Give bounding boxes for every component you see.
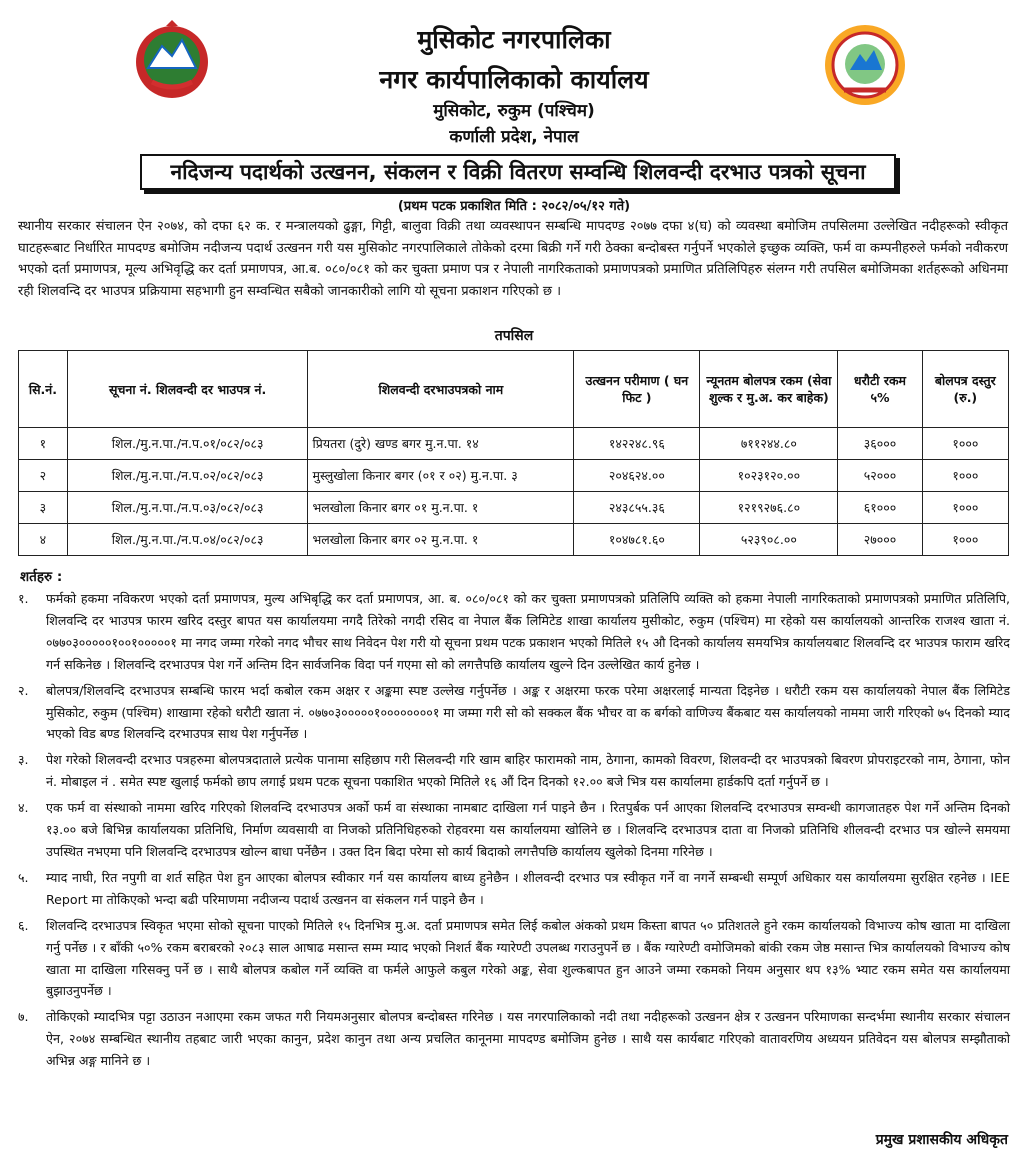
- condition-text: पेश गरेको शिलवन्दी दरभाउ पत्रहरुमा बोलपत्रदाताले प्रत्येक पानामा सहिछाप गरी सिलवन्दी गरि खाम बाहिर फारामको नाम, ठेगाना, कामको विवरण, शिलवन्दी दर भाउपत्रको बिवरण प्रोपराइटरको नाम, ठेगाना, फोन नं. मोबाइल नं . समेत स्पष्ट खुलाई फर्मको छाप लगाई प्रथम पटक सूचना पकाशित भएको मितिले १६ औं दिन दिनको १२.०० बजे भित्र यस कार्यालमा हार्डकपि दर्ता गर्नुपर्ने छ ।: [46, 752, 1010, 790]
- cell-sn: ४: [19, 524, 68, 556]
- table-row: [19, 428, 1009, 460]
- cell-notice-no: शिल./मु.न.पा./न.प.०१/०८२/०८३: [67, 428, 308, 460]
- col-min-amount: न्यूनतम बोलपत्र रकम (सेवा शुल्क र मु.अ. कर बाहेक): [700, 351, 838, 428]
- col-sn: सि.नं.: [19, 351, 68, 428]
- cell-min-amount: ५२३९०८.००: [700, 524, 838, 556]
- condition-item: [18, 797, 1010, 863]
- cell-quantity: २०४६२४.००: [574, 460, 700, 492]
- cell-name: भलखोला किनार बगर ०२ मु.न.पा. १: [308, 524, 574, 556]
- condition-number: ७.: [18, 1009, 29, 1025]
- cell-sn: २: [19, 460, 68, 492]
- cell-sn: ३: [19, 492, 68, 524]
- table-row: [19, 460, 1009, 492]
- office-address: मुसिकोट, रुकुम (पश्चिम): [433, 101, 595, 121]
- col-notice-no: सूचना नं. शिलवन्दी दर भाउपत्र नं.: [67, 351, 308, 428]
- cell-name: मुस्लुखोला किनार बगर (०१ र ०२) मु.न.पा. ३: [308, 460, 574, 492]
- notice-title: नदिजन्य पदार्थको उत्खनन, संकलन र विक्री वितरण सम्वन्धि शिलवन्दी दरभाउ पत्रको सूचना: [140, 154, 896, 190]
- cell-fee: १०००: [922, 428, 1008, 460]
- schedule-heading: तपसिल: [494, 328, 534, 344]
- condition-number: ४.: [18, 800, 29, 816]
- cell-notice-no: शिल./मु.न.पा./न.प.०३/०८२/०८३: [67, 492, 308, 524]
- cell-deposit: ५२०००: [838, 460, 922, 492]
- conditions-heading: शर्तहरु :: [20, 569, 63, 585]
- cell-notice-no: शिल./मु.न.पा./न.प.०४/०८२/०८३: [67, 524, 308, 556]
- col-quantity: उत्खनन परीमाण ( घन फिट ): [574, 351, 700, 428]
- cell-deposit: २७०००: [838, 524, 922, 556]
- condition-number: २.: [18, 682, 29, 698]
- cell-fee: १०००: [922, 492, 1008, 524]
- cell-deposit: ३६०००: [838, 428, 922, 460]
- condition-item: [18, 915, 1010, 1003]
- table-header-row: [19, 351, 1009, 428]
- condition-text: फर्मको हकमा नविकरण भएको दर्ता प्रमाणपत्र, मुल्य अभिबृद्धि कर दर्ता प्रमाणपत्र, आ. ब. ०८०/०८१ को कर चुक्ता प्रमाणपत्रको प्रतिलिपि व्यक्ति को हकमा नेपाली नागरिकताको प्रमाणपत्रको प्रमाणित प्रतिलिपि, शिलवन्दि दर भाउपत्र फारम खरिद दस्तुर बापत यस कार्यालयमा नगदै तिरेको नगदी रसिद वा नेपाल बैंक लिमिटेड शाखा कार्यालय मुसीकोट, रुकुम (पश्चिम) मा रहेको यस कार्यालयको आन्तरिक राजश्व खाता नं. ०७७०३०००००१००१०००००१ मा नगद जम्मा गरेको नगद भौचर साथ निवेदन पेश गरी यो सूचना प्रथम पटक प्रकाशन भएको मितिले १५ औ दिनको कार्यालय समयभित्र कार्यालयबाट शिलवन्दि दर भाउपत्र फाराम खरिद गर्न सकिनेछ । शिलवन्दि दरभाउपत्र पेश गर्ने अन्तिम दिन सार्वजनिक विदा पर्न गएमा सो को लगत्तैपछि कार्यालय खुल्ने दिन उल्लेखित कार्य हुनेछ ।: [46, 591, 1010, 672]
- intro-paragraph: स्थानीय सरकार संचालन ऐन २०७४, को दफा ६२ क. र मन्त्रालयको ढुङ्गा, गिट्टी, बालुवा विक्री तथा व्यवस्थापन सम्बन्धि मापदण्ड २०७७ दफा ४(घ) को व्यवस्था बमोजिम तपसिलमा उल्लेखित नदीहरूको स्वीकृत घाटहरूबाट निर्धारित मापदण्ड बमोजिम नदीजन्य पदार्थ उत्खनन गरी यस मुसिकोट नगरपालिकाले तोकेको दरमा बिक्री गर्ने गरी ठेक्का बन्दोबस्त गर्नुपर्ने भएकोले इच्छुक व्यक्ति, फर्म वा कम्पनीहरुले फर्मको नवीकरण भएको दर्ता प्रमाणपत्र, मूल्य अभिवृद्धि कर दर्ता प्रमाणपत्र, आ.ब. ०८०/०८१ को कर चुक्ता प्रमाण पत्र र नेपाली नागरिकताको प्रमाणपत्रको प्रमाणित प्रतिलिपिहरु संलग्न गरी तपसिल बमोजिमका शर्तहरूको अधिनमा रही शिलवन्दि दर भाउपत्र प्रक्रियामा सहभागी हुन सम्वन्धित सबैको जानकारीको लागि यो सूचना प्रकाशन गरिएको छ ।: [18, 219, 1008, 299]
- condition-text: म्याद नाघी, रित नपुगी वा शर्त सहित पेश हुन आएका बोलपत्र स्वीकार गर्न यस कार्यालय बाध्य हुनेछैन । शीलवन्दी दरभाउ पत्र स्वीकृत गर्ने वा नगर्ने सम्बन्धी सम्पूर्ण अधिकार यस कार्यालयमा सुरक्षित रहनेछ । IEE Report मा तोकिएको भन्दा बढी परिमाणमा नदीजन्य पदार्थ उत्खनन वा संकलन गर्न पाइने छैन ।: [46, 869, 1010, 907]
- table-row: [19, 524, 1009, 556]
- condition-number: ६.: [18, 917, 29, 933]
- col-fee: बोलपत्र दस्तुर (रु.): [922, 351, 1008, 428]
- cell-fee: १०००: [922, 524, 1008, 556]
- condition-text: शिलवन्दि दरभाउपत्र स्विकृत भएमा सोको सूचना पाएको मितिले १५ दिनभित्र मु.अ. दर्ता प्रमाणपत्र समेत लिई कबोल अंकको प्रथम किस्ता बापत ५० प्रतिशतले हुने रकम कार्यालयको विभाज्य कोष खाता मा दाखिला गर्नु पर्नेछ । र बाँकी ५०% रकम बराबरको २०८३ साल आषाढ मसान्त सम्म म्याद भएको निशर्त बैंक ग्यारेण्टी उपलब्ध गराउनुपर्ने छ । बैंक ग्यारेण्टी वमोजिमको बांकी रकम जेष्ठ मसान्त भित्र कार्यालयको विभाज्य कोष खाता मा दाखिला गरिसक्नु पर्ने छ । साथै बोलपत्र कबोल गर्ने व्यक्ति वा फर्मले आफुले कबुल गरेको अङ्क, सेवा शुल्कबापत हुन आउने जम्मा रकमको नियम अनुसार थप १३% भ्याट रकम समेत यस कार्यालयमा बुझाउनुपर्नेछ ।: [46, 917, 1010, 999]
- condition-item: [18, 867, 1010, 911]
- condition-number: १.: [18, 591, 29, 606]
- cell-notice-no: शिल./मु.न.पा./न.प.०२/०८२/०८३: [67, 460, 308, 492]
- signature-title: प्रमुख प्रशासकीय अधिकृत: [875, 1132, 1008, 1148]
- col-deposit: धरौटी रकम ५%: [838, 351, 922, 428]
- cell-sn: १: [19, 428, 68, 460]
- table-row: [19, 492, 1009, 524]
- condition-text: बोलपत्र/शिलवन्दि दरभाउपत्र सम्बन्धि फारम भर्दा कबोल रकम अक्षर र अङ्कमा स्पष्ट उल्लेख गर्नुपर्नेछ । अङ्क र अक्षरमा फरक परेमा अक्षरलाई मान्यता दिइनेछ । धरौटी रकम यस कार्यालयको नेपाल बैंक लिमिटेड मुसिकोट, रुकुम (पश्चिम) शाखामा रहेको धरौटी खाता नं. ०७७०३०००००१००००००००१ मा जम्मा गरी सो को सक्कल बैंक भौचर वा क बर्गको वाणिज्य बैंकबाट यस कार्यालयको नाममा जारी गरिएको ७५ दिनको म्याद भएको विड बण्ड शिलवन्दि दरभाउपत्र साथ पेश गर्नुपर्नेछ ।: [46, 682, 1010, 742]
- office-name: नगर कार्यपालिकाको कार्यालय: [379, 65, 649, 94]
- province-name: कर्णाली प्रदेश, नेपाल: [449, 127, 579, 147]
- condition-text: एक फर्म वा संस्थाको नाममा खरिद गरिएको शिलवन्दि दरभाउपत्र अर्को फर्म वा संस्थाका नामबाट दाखिला गर्न पाइने छैन । रितपुर्बक पर्न आएका शिलवन्दि दरभाउपत्र सम्वन्धी कागजातहरु पेश गर्ने अन्तिम दिनको १३.०० बजे बिभिन्न कार्यालयका प्रतिनिधि, निर्माण व्यवसायी वा निजको प्रतिनिधिहरुको रोहवरमा यस कार्यालयमा खोलिने छ । शिलवन्दि दरभाउपत्र दाता वा निजको प्रतिनिधि शीलवन्दी दरभाउ पत्र खोल्ने समयमा उपस्थित नभएमा पनि शिलवन्दि दरभाउपत्र खोल्न बाधा पर्नेछैन । उक्त दिन बिदा परेमा सो कार्य बिदाको लगत्तैपछि कार्यालय खुलेको दिनमा गरिनेछ ।: [46, 800, 1010, 859]
- cell-quantity: २४३८५५.३६: [574, 492, 700, 524]
- cell-fee: १०००: [922, 460, 1008, 492]
- condition-item: [18, 749, 1010, 793]
- publication-date: (प्रथम पटक प्रकाशित मिति : २०८२/०५/१२ गते): [397, 199, 631, 214]
- conditions-list: [18, 588, 1010, 1076]
- condition-number: ३.: [18, 752, 29, 768]
- cell-name: प्रियतरा (दुरे) खण्ड बगर मु.न.पा. १४: [308, 428, 574, 460]
- condition-number: ५.: [18, 869, 29, 885]
- municipality-name: मुसिकोट नगरपालिका: [417, 25, 611, 54]
- cell-name: भलखोला किनार बगर ०१ मु.न.पा. १: [308, 492, 574, 524]
- municipality-logo-icon: [822, 22, 908, 108]
- col-name: शिलवन्दी दरभाउपत्रको नाम: [308, 351, 574, 428]
- condition-item: [18, 1006, 1010, 1072]
- letterhead: [0, 0, 1028, 150]
- bid-schedule-table: [18, 350, 1009, 556]
- condition-text: तोकिएको म्यादभित्र पट्टा उठाउन नआएमा रकम जफत गरी नियमअनुसार बोलपत्र बन्दोबस्त गरिनेछ । यस नगरपालिकाको नदी तथा नदीहरूको उत्खनन क्षेत्र र उत्खनन परिमाणका सन्दर्भमा स्थानीय सरकार संचालन ऐन, २०७४ सम्बन्धित स्थानीय तहबाट जारी भएका कानुन, प्रदेश कानुन तथा अन्य प्रचलित कानूनमा मापदण्ड बमोजिम हुनेछ । साथै यस कार्यबाट गरिएको वातावरणिय अध्ययन प्रतिवेदन यस बोलपत्र सम्झौताको अभिन्न अङ्ग मानिने छ ।: [46, 1009, 1010, 1069]
- cell-min-amount: ७११२४४.८०: [700, 428, 838, 460]
- condition-item: [18, 680, 1010, 746]
- cell-quantity: १४२२४८.९६: [574, 428, 700, 460]
- cell-quantity: १०४७८१.६०: [574, 524, 700, 556]
- cell-min-amount: १२१९२७६.८०: [700, 492, 838, 524]
- cell-min-amount: १०२३१२०.००: [700, 460, 838, 492]
- condition-item: [18, 588, 1010, 676]
- cell-deposit: ६१०००: [838, 492, 922, 524]
